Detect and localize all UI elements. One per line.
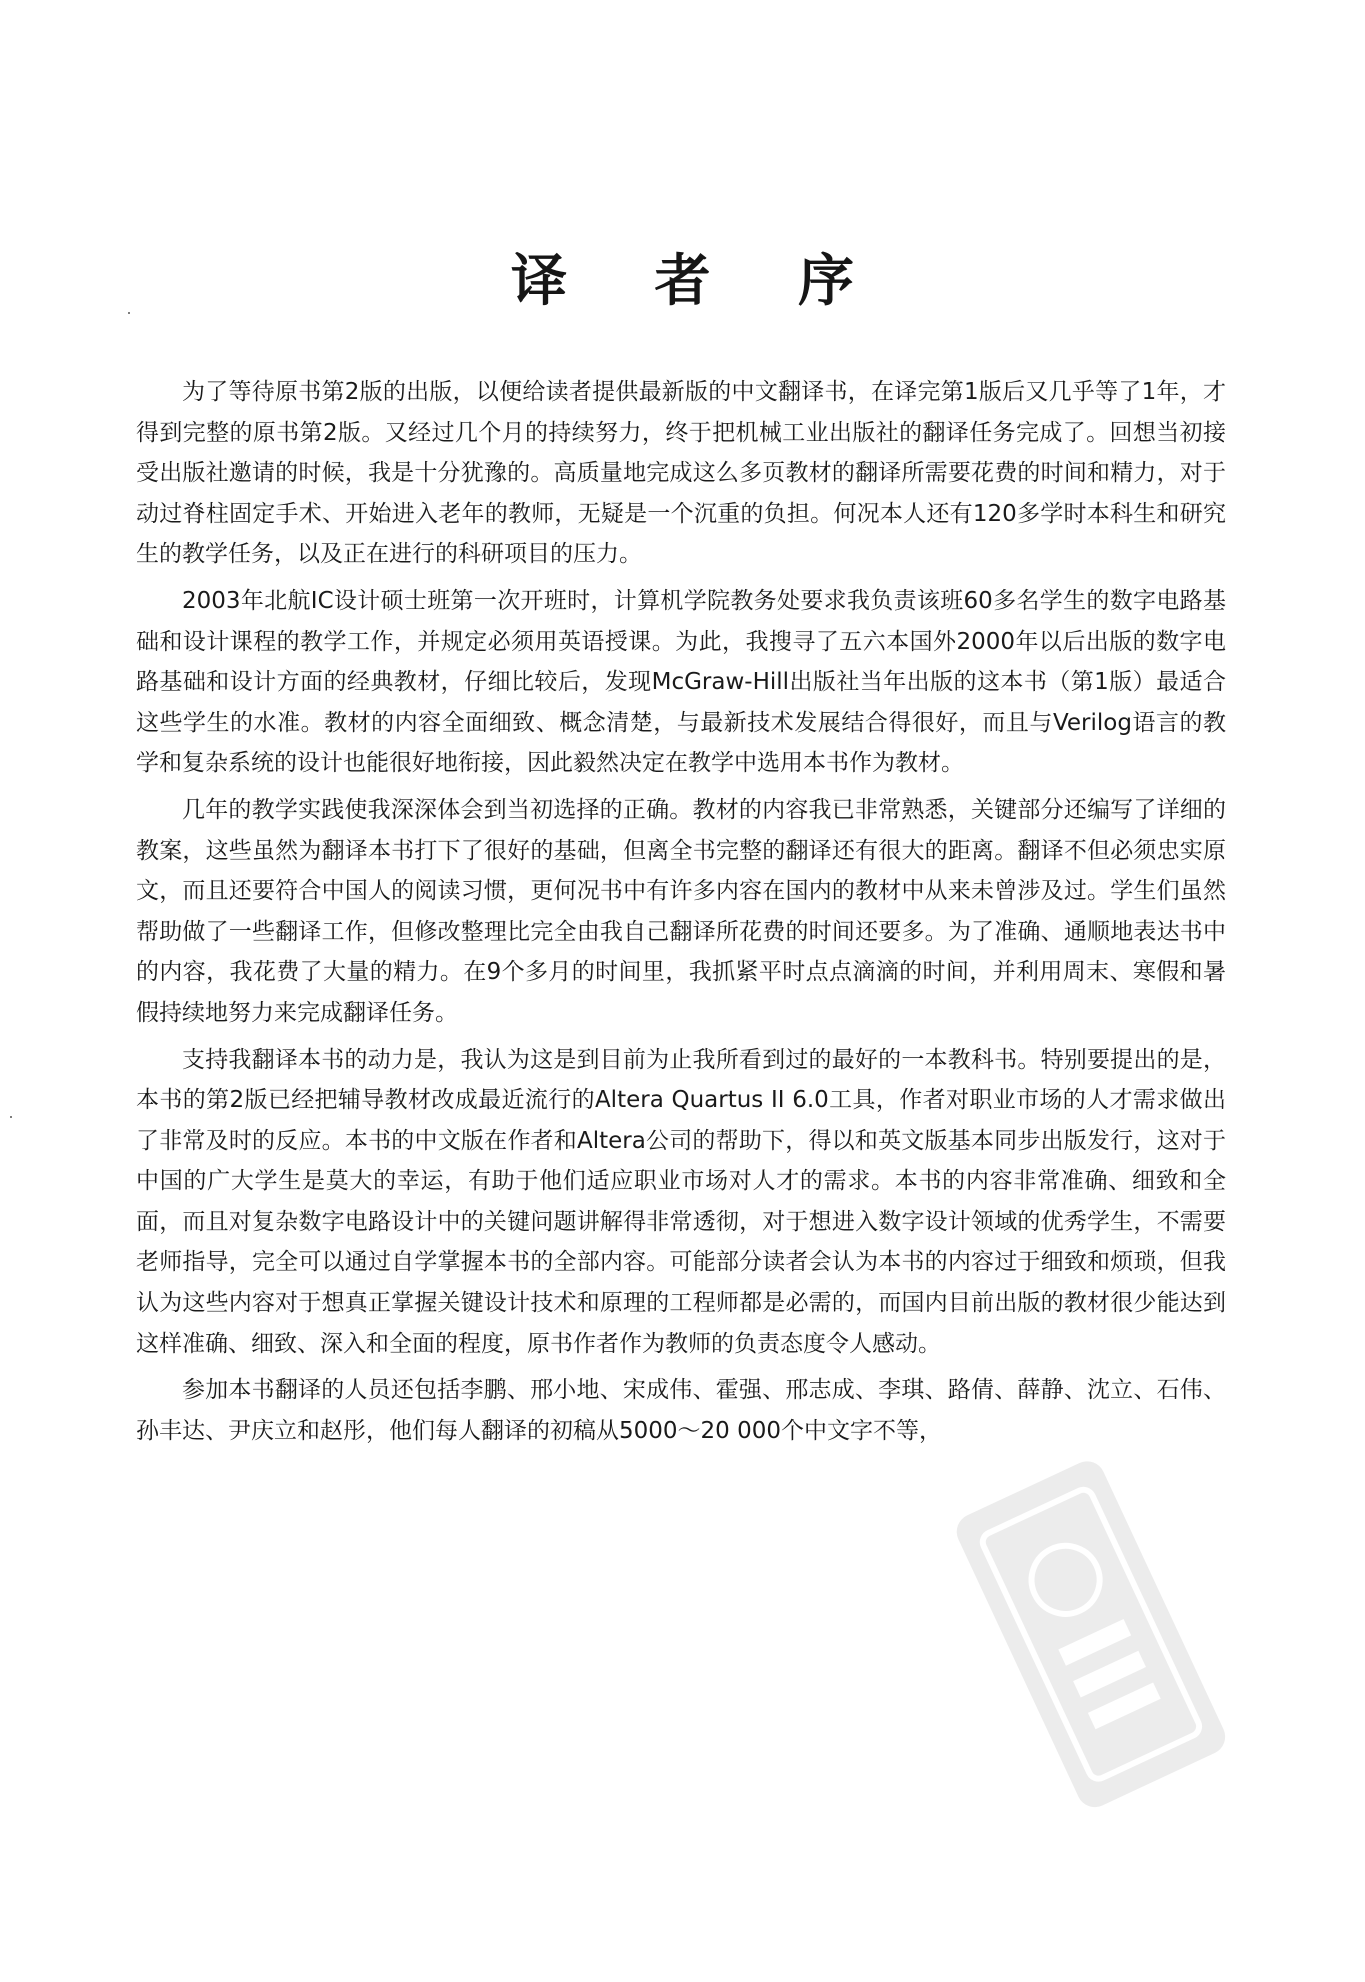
paragraph: 支持我翻译本书的动力是，我认为这是到目前为止我所看到过的最好的一本教科书。特别要提出的是，本书的第2版已经把辅导教材改成最近流行的Altera Quartus II 6.0工具，作者对职业市场的人才需求做出了非常及时的反应。本书的中文版在作者和Altera公司的帮助下，得以和英文版基本同步出版发行，这对于中国的广大学生是莫大的幸运，有助于他们适应职业市场对人才的需求。本书的内容非常准确、细致和全面，而且对复杂数字电路设计中的关键问题讲解得非常透彻，对于想进入数字设计领域的优秀学生，不需要老师指导，完全可以通过自学掌握本书的全部内容。可能部分读者会认为本书的内容过于细致和烦琐，但我认为这些内容对于想真正掌握关键设计技术和原理的工程师都是必需的，而国内目前出版的教材很少能达到这样准确、细致、深入和全面的程度，原书作者作为教师的负责态度令人感动。 (136, 1046, 1226, 1357)
watermark-stamp (950, 1450, 1250, 1810)
body-text (136, 372, 1226, 1457)
paragraph: 几年的教学实践使我深深体会到当初选择的正确。教材的内容我已非常熟悉，关键部分还编写了详细的教案，这些虽然为翻译本书打下了很好的基础，但离全书完整的翻译还有很大的距离。翻译不但必须忠实原文，而且还要符合中国人的阅读习惯，更何况书中有许多内容在国内的教材中从来未曾涉及过。学生们虽然帮助做了一些翻译工作，但修改整理比完全由我自己翻译所花费的时间还要多。为了准确、通顺地表达书中的内容，我花费了大量的精力。在9个多月的时间里，我抓紧平时点点滴滴的时间，并利用周末、寒假和暑假持续地努力来完成翻译任务。 (136, 796, 1226, 1026)
paragraph: 2003年北航IC设计硕士班第一次开班时，计算机学院教务处要求我负责该班60多名学生的数字电路基础和设计课程的教学工作，并规定必须用英语授课。为此，我搜寻了五六本国外2000年以后出版的数字电路基础和设计方面的经典教材，仔细比较后，发现McGraw-Hill出版社当年出版的这本书（第1版）最适合这些学生的水准。教材的内容全面细致、概念清楚，与最新技术发展结合得很好，而且与Verilog语言的教学和复杂系统的设计也能很好地衔接，因此毅然决定在教学中选用本书作为教材。 (136, 587, 1226, 777)
page-title: 译 者 序 (511, 249, 888, 314)
paragraph: 参加本书翻译的人员还包括李鹏、邢小地、宋成伟、霍强、邢志成、李琪、路倩、薛静、沈立、石伟、孙丰达、尹庆立和赵彤，他们每人翻译的初稿从5000～20 000个中文字不等， (136, 1377, 1226, 1444)
paragraph: 为了等待原书第2版的出版，以便给读者提供最新版的中文翻译书，在译完第1版后又几乎等了1年，才得到完整的原书第2版。又经过几个月的持续努力，终于把机械工业出版社的翻译任务完成了。回想当初接受出版社邀请的时候，我是十分犹豫的。高质量地完成这么多页教材的翻译所需要花费的时间和精力，对于动过脊柱固定手术、开始进入老年的教师，无疑是一个沉重的负担。何况本人还有120多学时本科生和研究生的教学任务，以及正在进行的科研项目的压力。 (136, 379, 1226, 568)
scan-speck (10, 1116, 12, 1118)
